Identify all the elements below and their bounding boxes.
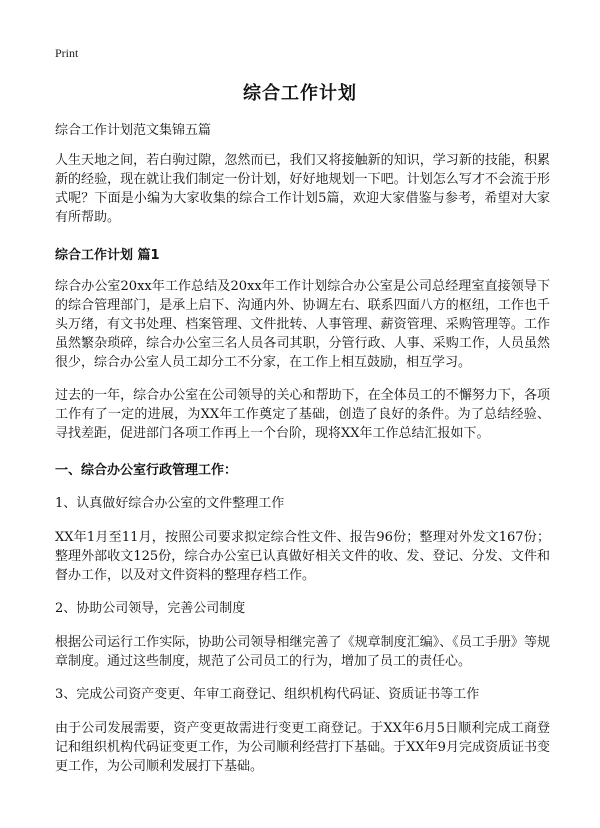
print-label: Print bbox=[55, 46, 79, 60]
section-heading: 综合工作计划 篇1 bbox=[55, 248, 160, 263]
page-title: 综合工作计划 bbox=[243, 83, 357, 104]
body-paragraph-1: 综合办公室20xx年工作总结及20xx年工作计划综合办公室是公司总经理室直接领导下的综合管理部门，是承上启下、沟通内外、协调左右、联系四面八方的枢纽，工作也千头万绪，有文书处理、档案管理、文件批转、人事管理、薪资管理、采购管理等。工作虽然繁杂琐碎，综合办公室三名人员各司其职，分管行政、人事、采购工作，人员虽然很少，综合办公室人员工却分工不分家，在工作上相互鼓励，相互学习。 bbox=[55, 279, 550, 370]
part-heading: 一、综合办公室行政管理工作： bbox=[55, 463, 238, 478]
intro-paragraph: 人生天地之间，若白驹过隙，忽然而已，我们又将接触新的知识，学习新的技能，积累新的经验，现在就让我们制定一份计划，好好地规划一下吧。计划怎么写才不会流于形式呢？下面是小编为大家收集的综合工作计划5篇，欢迎大家借鉴与参考，希望对大家有所帮助。 bbox=[55, 153, 550, 225]
body-paragraph-2: 过去的一年，综合办公室在公司领导的关心和帮助下，在全体员工的不懈努力下，各项工作有了一定的进展，为XX年工作奠定了基础，创造了良好的条件。为了总结经验、寻找差距，促进部门各项工作再上一个台阶，现将XX年工作总结汇报如下。 bbox=[55, 388, 550, 441]
item-body-2: 根据公司运行工作实际，协助公司领导相继完善了《规章制度汇编》、《员工手册》等规章制度。通过这些制度，规范了公司员工的行为，增加了员工的责任心。 bbox=[55, 635, 550, 669]
document-body bbox=[55, 121, 550, 790]
item-body-3: 由于公司发展需要，资产变更故需进行变更工商登记。于XX年6月5日顺利完成工商登记和组织机构代码证变更工作，为公司顺利经营打下基础。于XX年9月完成资质证书变更工作，为公司顺利发展打下基础。 bbox=[55, 721, 550, 774]
item-title-2: 2、协助公司领导，完善公司制度 bbox=[55, 601, 246, 616]
item-title-1: 1、认真做好综合办公室的文件整理工作 bbox=[55, 496, 285, 511]
document-subtitle: 综合工作计划范文集锦五篇 bbox=[55, 123, 212, 138]
item-title-3: 3、完成公司资产变更、年审工商登记、组织机构代码证、资质证书等工作 bbox=[55, 687, 480, 702]
item-body-1: XX年1月至11月，按照公司要求拟定综合性文件、报告96份；整理对外发文167份；整理外部收文125份，综合办公室已认真做好相关文件的收、发、登记、分发、文件和督办工作，以及对文件资料的整理存档工作。 bbox=[55, 530, 550, 583]
